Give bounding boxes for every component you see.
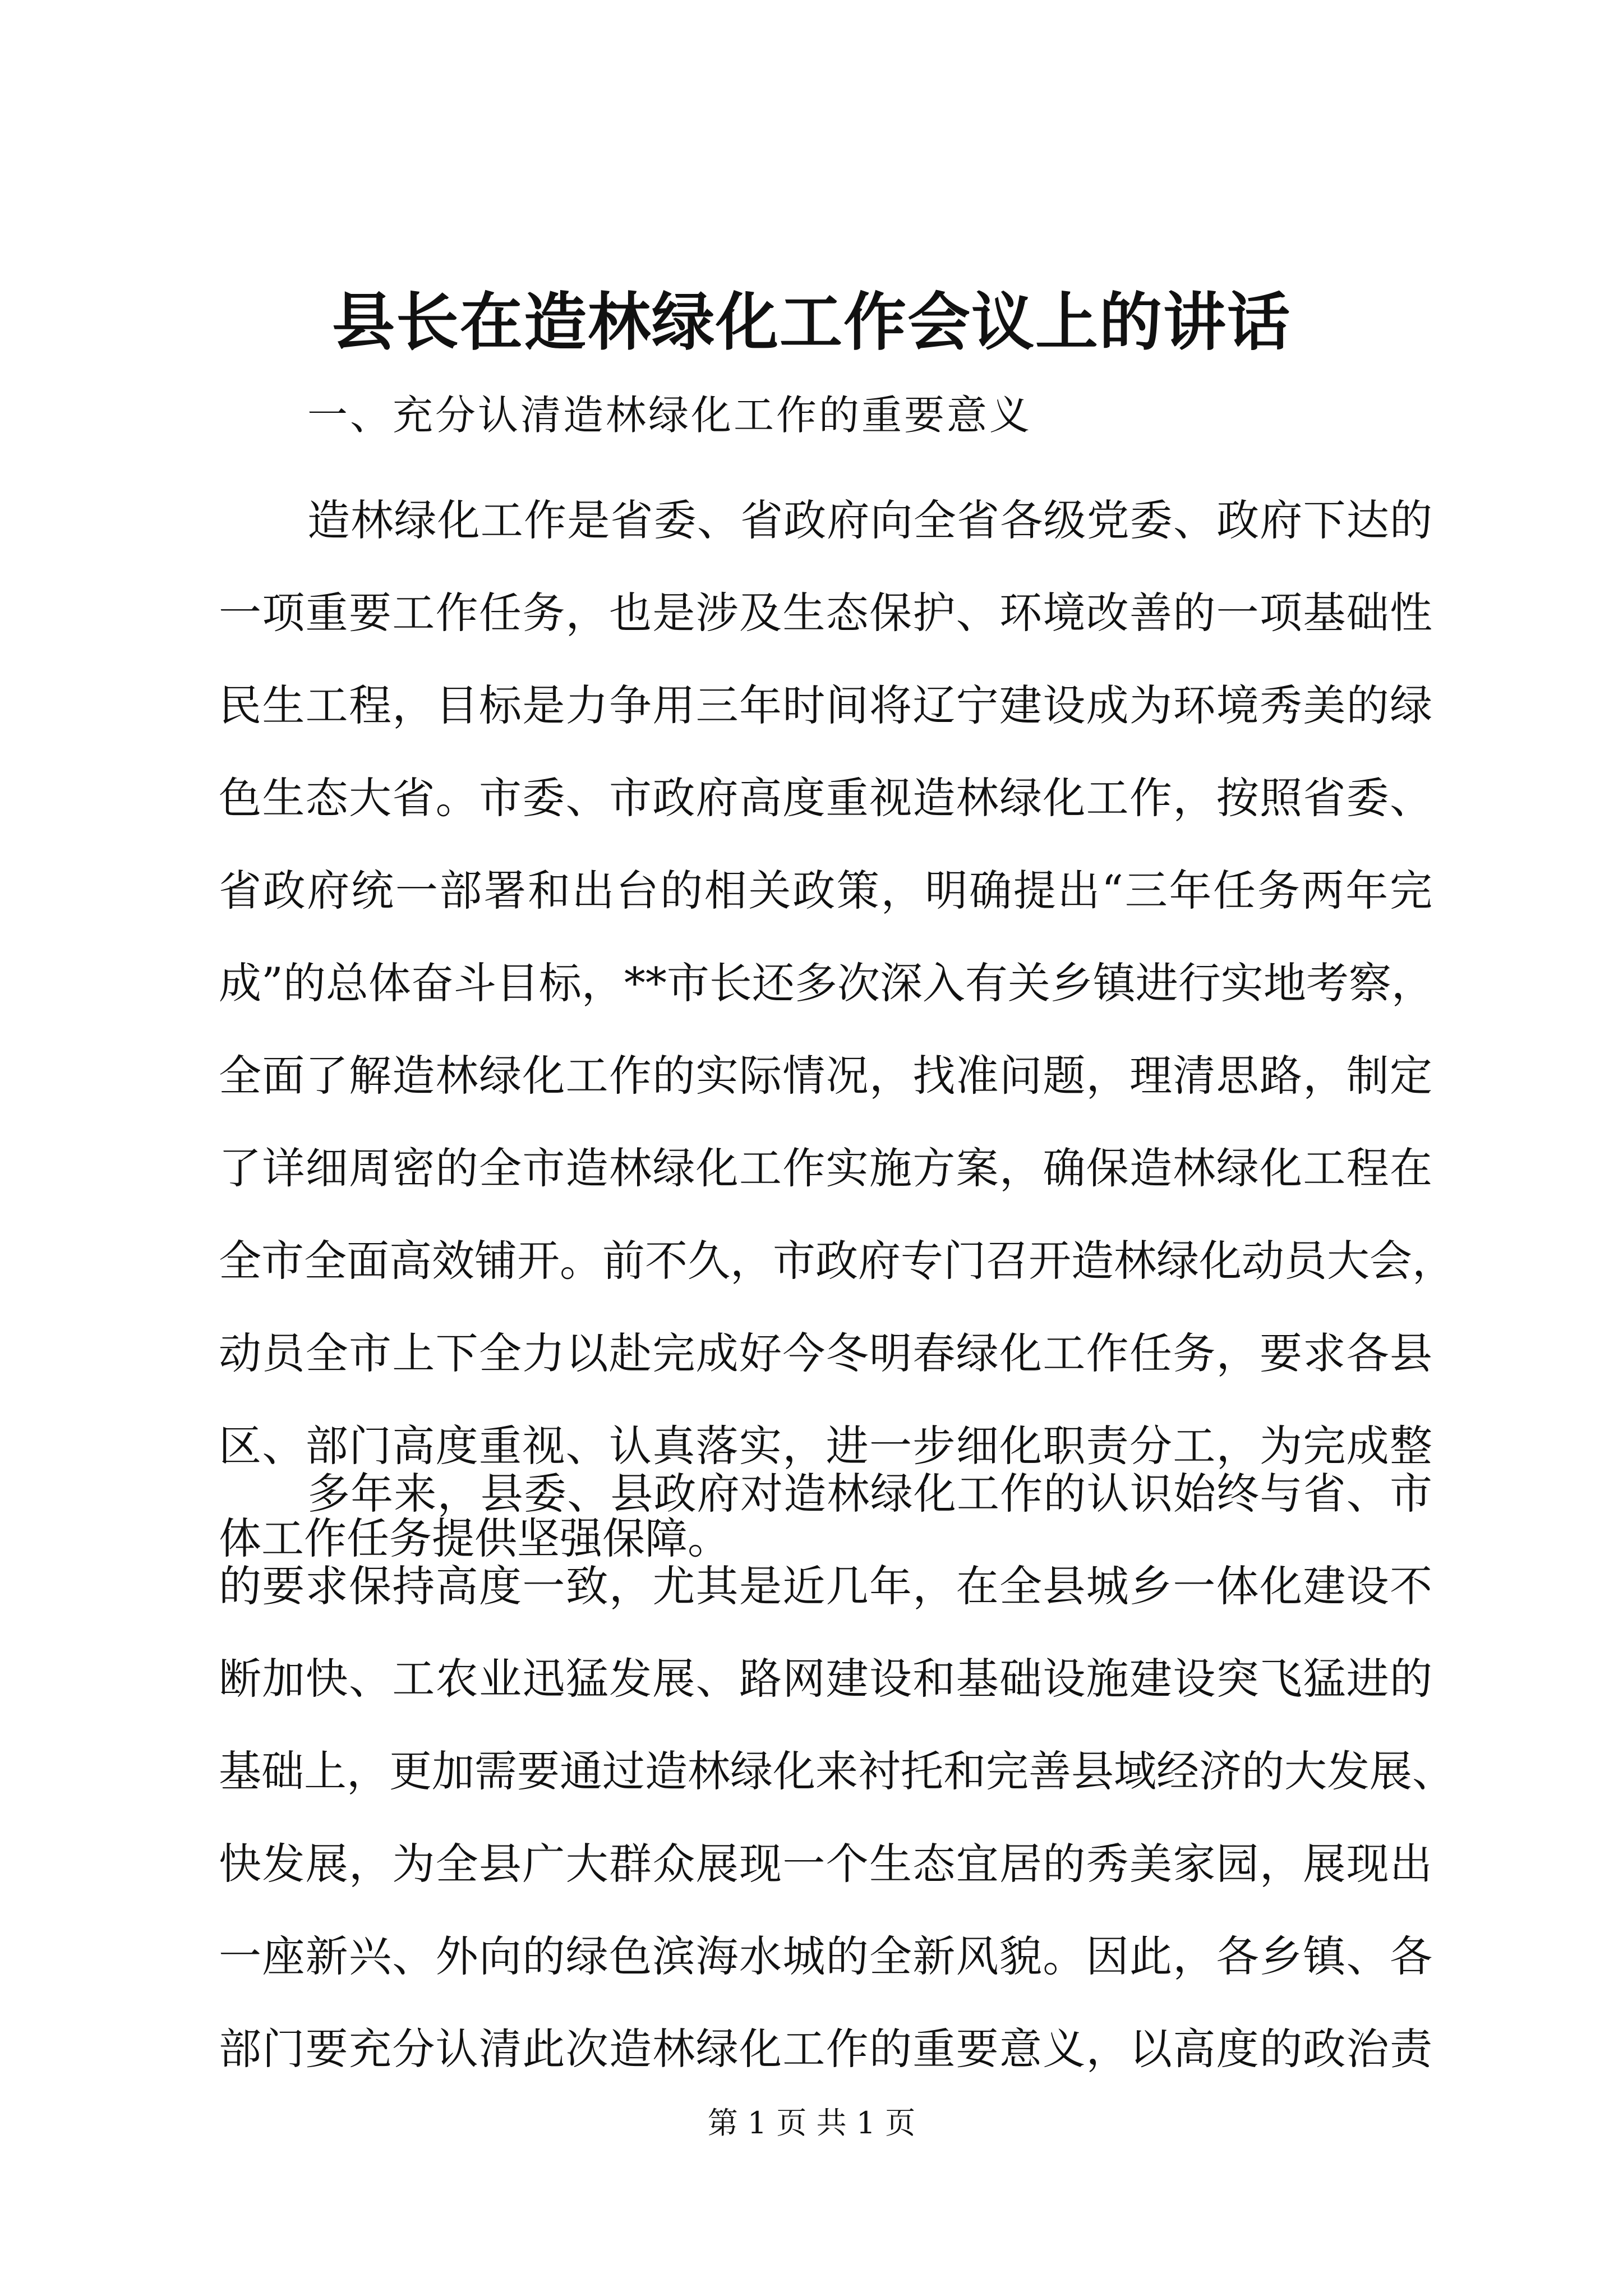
paragraph-line: 快发展，为全县广大群众展现一个生态宜居的秀美家园，展现出	[219, 1839, 1432, 1889]
section-heading: 一、充分认清造林绿化工作的重要意义	[307, 392, 1032, 439]
paragraph-line: 一项重要工作任务，也是涉及生态保护、环境改善的一项基础性	[219, 588, 1432, 638]
paragraph-line: 全市全面高效铺开。前不久，市政府专门召开造林绿化动员大会，	[219, 1236, 1455, 1286]
paragraph-line: 部门要充分认清此次造林绿化工作的重要意义，以高度的政治责	[219, 2024, 1432, 2074]
paragraph-line: 省政府统一部署和出台的相关政策，明确提出“三年任务两年完	[219, 866, 1432, 915]
paragraph-line: 体工作任务提供坚强保障。	[219, 1513, 730, 1563]
paragraph-line: 造林绿化工作是省委、省政府向全省各级党委、政府下达的	[307, 495, 1432, 545]
paragraph-line: 了详细周密的全市造林绿化工作实施方案，确保造林绿化工程在	[219, 1143, 1432, 1193]
paragraph-line: 多年来，县委、县政府对造林绿化工作的认识始终与省、市	[307, 1469, 1432, 1519]
document-title: 县长在造林绿化工作会议上的讲话	[332, 286, 1291, 359]
paragraph-line: 的要求保持高度一致，尤其是近几年，在全县城乡一体化建设不	[219, 1561, 1432, 1611]
paragraph-1	[219, 474, 1455, 1585]
paragraph-line: 色生态大省。市委、市政府高度重视造林绿化工作，按照省委、	[219, 773, 1432, 823]
paragraph-line: 断加快、工农业迅猛发展、路网建设和基础设施建设突飞猛进的	[219, 1654, 1432, 1704]
paragraph-line: 区、部门高度重视、认真落实，进一步细化职责分工，为完成整	[219, 1421, 1432, 1471]
paragraph-line: 全面了解造林绿化工作的实际情况，找准问题，理清思路，制定	[219, 1051, 1432, 1101]
paragraph-line: 民生工程，目标是力争用三年时间将辽宁建设成为环境秀美的绿	[219, 680, 1432, 730]
paragraph-line: 成”的总体奋斗目标，**市长还多次深入有关乡镇进行实地考察，	[219, 958, 1434, 1008]
paragraph-line: 动员全市上下全力以赴完成好今冬明春绿化工作任务，要求各县	[219, 1328, 1432, 1378]
paragraph-line: 一座新兴、外向的绿色滨海水城的全新风貌。因此，各乡镇、各	[219, 1931, 1432, 1981]
paragraph-line: 基础上，更加需要通过造林绿化来衬托和完善县域经济的大发展、	[219, 1746, 1455, 1796]
page-footer: 第 1 页 共 1 页	[707, 2105, 916, 2141]
paragraph-2	[219, 1447, 1455, 2095]
